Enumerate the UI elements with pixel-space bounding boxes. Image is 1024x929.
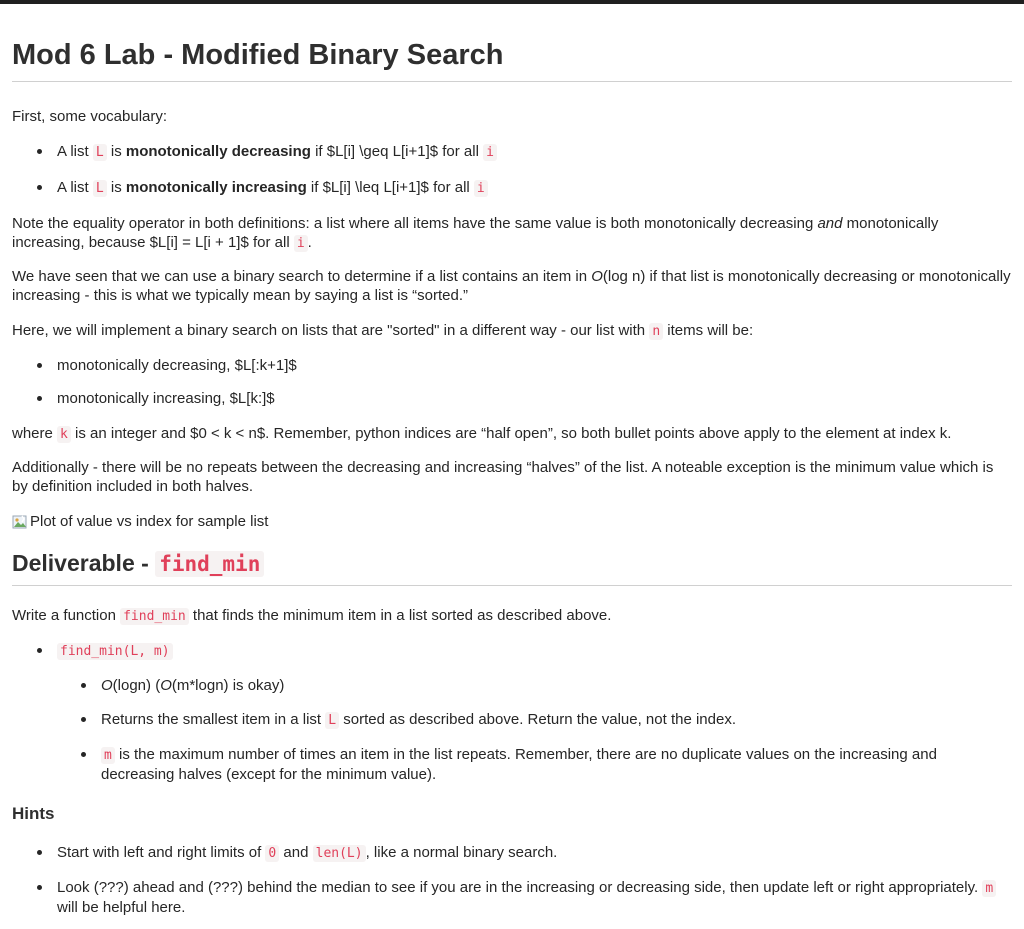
plot-image (12, 512, 1012, 531)
vocab-list (12, 142, 1012, 198)
top-bar (0, 0, 1024, 4)
list-item: O(logn) (O(m*logn) is okay) (12, 676, 1012, 695)
inline-code: len(L) (313, 845, 366, 862)
inline-code: L (325, 712, 339, 729)
inline-code: m (982, 880, 996, 897)
list-item: Returns the smallest item in a list L sorted as described above. Return the value, not the index. (12, 710, 1012, 730)
deliverable-sublist (57, 676, 1012, 784)
inline-code: i (483, 144, 497, 161)
hints-list (12, 843, 1012, 917)
list-item (12, 641, 1012, 784)
document-body (0, 38, 1024, 917)
inline-code: 0 (265, 845, 279, 862)
inline-code: find_min (155, 551, 264, 577)
page-title: Mod 6 Lab - Modified Binary Search (12, 38, 1012, 82)
list-item: Look (???) ahead and (???) behind the median to see if you are in the increasing or decreasing side, then update left or right appropriately. m will be helpful here. (12, 878, 1012, 917)
list-item: monotonically increasing, $L[k:]$ (12, 389, 1012, 408)
additionally-paragraph: Additionally - there will be no repeats between the decreasing and increasing “halves” of the list. A noteable exception is the minimum value which is by definition included in both halves. (12, 459, 994, 495)
inline-code: i (294, 235, 308, 252)
inline-code: L (93, 144, 107, 161)
inline-code: n (649, 323, 663, 340)
list-item: monotonically decreasing, $L[:k+1]$ (12, 356, 1012, 375)
vocab-intro: First, some vocabulary: (12, 108, 168, 125)
list-item: m is the maximum number of times an item in the list repeats. Remember, there are no duplicate values on the increasing and decreasing halves (except for the minimum value). (12, 745, 1012, 784)
inline-code: i (474, 180, 488, 197)
binary-search-paragraph: We have seen that we can use a binary search to determine if a list contains an item in O(log n) if that list is monotonically decreasing or monotonically increasing - this is what we typically mean by saying a list is “sorted.” (12, 268, 1011, 304)
where-paragraph: where k is an integer and $0 < k < n$. Remember, python indices are “half open”, so both bullet points above apply to the element at index k. (12, 425, 952, 442)
here-paragraph: Here, we will implement a binary search on lists that are "sorted" in a different way - our list with n items will be: (12, 322, 754, 339)
note-paragraph: Note the equality operator in both definitions: a list where all items have the same value is both monotonically decreasing and monotonically increasing, because $L[i] = L[i + 1]$ for all i . (12, 215, 939, 251)
inline-code: L (93, 180, 107, 197)
write-function-paragraph: Write a function find_min that finds the minimum item in a list sorted as described above. (12, 607, 612, 624)
inline-code: k (57, 426, 71, 443)
list-item: A list L is monotonically decreasing if $L[i] \geq L[i+1]$ for all i (12, 142, 1012, 162)
image-alt-text: Plot of value vs index for sample list (30, 513, 269, 530)
broken-image-icon (12, 514, 28, 530)
inline-code: find_min (120, 608, 189, 625)
sorted-list (12, 356, 1012, 408)
bold-term: monotonically decreasing (125, 143, 311, 160)
deliverable-list (12, 641, 1012, 784)
inline-code: m (101, 747, 115, 764)
list-item: A list L is monotonically increasing if $L[i] \leq L[i+1]$ for all i (12, 178, 1012, 198)
hints-heading: Hints (12, 804, 55, 823)
list-item: Start with left and right limits of 0 and len(L) , like a normal binary search. (12, 843, 1012, 863)
bold-term: monotonically increasing (125, 179, 307, 196)
deliverable-heading: Deliverable - find_min (12, 548, 1012, 586)
function-signature: find_min(L, m) (57, 643, 173, 660)
